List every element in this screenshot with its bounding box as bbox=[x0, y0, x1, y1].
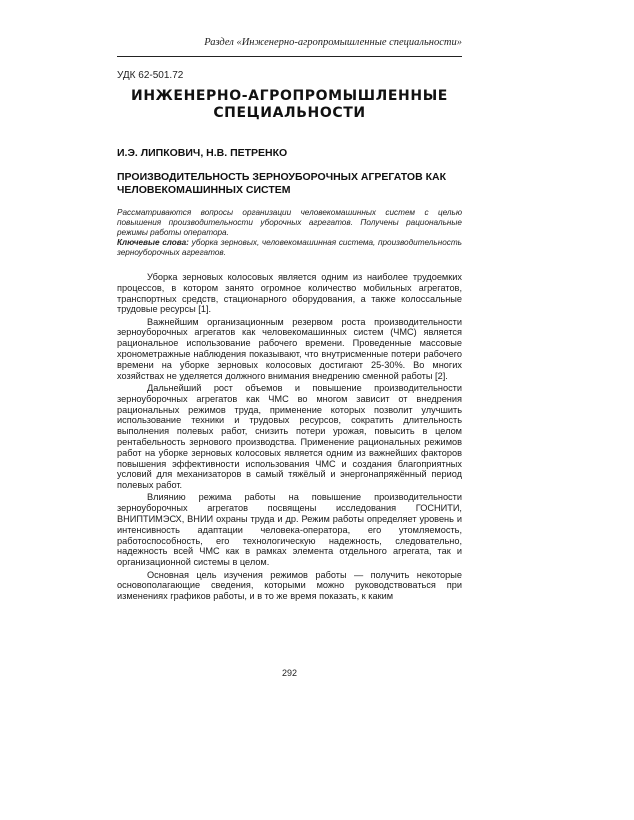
udk-code: УДК 62-501.72 bbox=[117, 70, 184, 81]
header-divider bbox=[117, 56, 462, 57]
abstract: Рассматриваются вопросы организации человекомашинных систем с целью повышения производительности уборочных агрегатов. Получены рациональные режимы работы оператора. bbox=[117, 208, 462, 237]
keywords-text: уборка зерновых, человекомашинная система, производительность зерноуборочных агрегатов. bbox=[117, 238, 462, 257]
body-paragraph: Дальнейший рост объемов и повышение производительности зерноуборочных агрегатов как ЧМС во многом зависит от внедрения рациональных режимов труда, применение которых позволит улучшить использование техники и трудовых ресурсов, сократить длительность выполнения полевых работ, снизить потери урожая, повысить в целом рентабельность зернового производства. Применение рациональных режимов работ на уборке зерновых колосовых является одним из важнейших факторов повышения эффективности использования ЧМС и создания благоприятных условий для механизаторов в самый тяжёлый и энергонапряжённый период полевых работ. bbox=[117, 382, 462, 491]
keywords bbox=[117, 238, 462, 258]
authors: И.Э. ЛИПКОВИЧ, Н.В. ПЕТРЕНКО bbox=[117, 147, 288, 159]
body-paragraph: Основная цель изучения режимов работы — получить некоторые основополагающие сведения, которыми можно руководствоваться при изменениях графиков работы, и в то же время показать, к каким bbox=[117, 569, 462, 602]
article-title: ПРОИЗВОДИТЕЛЬНОСТЬ ЗЕРНОУБОРОЧНЫХ АГРЕГАТОВ КАК ЧЕЛОВЕКОМАШИННЫХ СИСТЕМ bbox=[117, 171, 446, 196]
body-paragraph: Уборка зерновых колосовых является одним из наиболее трудоемких процессов, в котором занято огромное количество мобильных агрегатов, транспортных средств, стационарного оборудования, а также колоссальные трудовые ресурсы [1]. bbox=[117, 272, 462, 315]
page-number: 292 bbox=[281, 668, 298, 678]
section-title: ИНЖЕНЕРНО-АГРОПРОМЫШЛЕННЫЕ СПЕЦИАЛЬНОСТИ bbox=[131, 88, 448, 121]
running-header: Раздел «Инженерно-агропромышленные специальности» bbox=[204, 37, 462, 48]
keywords-label: Ключевые слова: bbox=[117, 238, 189, 247]
body-paragraph: Влиянию режима работы на повышение производительности зерноуборочных агрегатов посвящены исследования ГОСНИТИ, ВНИПТИМЭСХ, ВНИИ охраны труда и др. Режим работы определяет уровень и интенсивность адаптации человека-оператора, его утомляемость, работоспособность, его технологическую надежность, следовательно, надежность всей ЧМС как в рамках элемента отдельного агрегата, так и организационной системы в целом. bbox=[117, 492, 462, 568]
article-body bbox=[117, 272, 462, 603]
body-paragraph: Важнейшим организационным резервом роста производительности зерноуборочных агрегатов как человекомашинных систем (ЧМС) является рациональное использование рабочего времени. Проведенные массовые хронометражные наблюдения показывают, что внутрисменные потери рабочего времени на уборке зерновых колосовых достигают 25-30%. Во многих хозяйствах не уделяется должного внимания внедрению сменной работы [2]. bbox=[117, 316, 462, 381]
